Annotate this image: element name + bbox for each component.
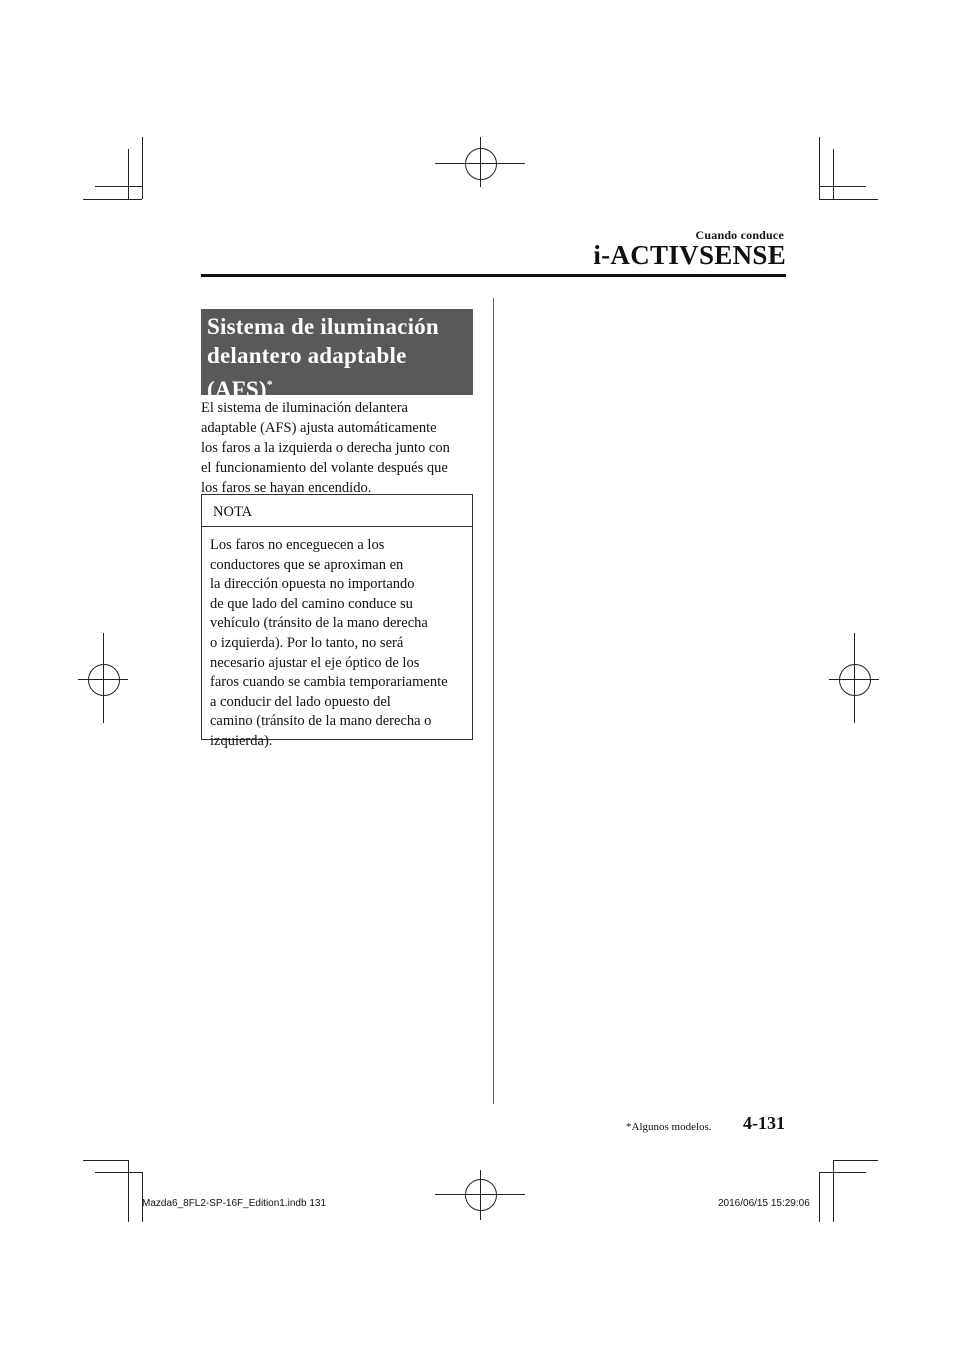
intro-paragraph <box>201 398 481 498</box>
note-line: Los faros no enceguecen a los <box>210 537 385 553</box>
crop-mark <box>819 186 866 187</box>
registration-target <box>88 664 120 696</box>
crop-mark <box>833 149 834 199</box>
note-line: camino (tránsito de la mano derecha o <box>210 713 432 730</box>
running-header-section: Cuando conduce <box>695 228 784 242</box>
paragraph-line: los faros se hayan encendido. <box>201 480 372 496</box>
crop-mark <box>819 199 878 200</box>
registration-target <box>480 1170 481 1220</box>
crop-mark <box>83 1160 128 1161</box>
crop-mark <box>819 1172 866 1173</box>
crop-mark <box>83 199 142 200</box>
paragraph-line: El sistema de iluminación delantera <box>201 400 408 416</box>
optional-equipment-mark: * <box>266 377 273 391</box>
section-title-line: Sistema de iluminación <box>207 314 439 339</box>
note-line: o izquierda). Por lo tanto, no será <box>210 634 404 651</box>
section-title-text: (AFS) <box>207 377 267 402</box>
note-line: izquierda). <box>210 732 273 749</box>
registration-target <box>480 137 481 187</box>
note-line: faros cuando se cambia temporariamente <box>210 674 448 691</box>
registration-target <box>103 633 104 723</box>
registration-target <box>465 1179 497 1211</box>
crop-mark <box>833 1160 878 1161</box>
crop-mark <box>95 186 142 187</box>
crop-mark <box>819 1172 820 1222</box>
footnote: *Algunos modelos. <box>626 1121 712 1133</box>
section-title-line: delantero adaptable <box>207 343 407 368</box>
paragraph-line: los faros a la izquierda o derecha junto con <box>201 440 450 456</box>
note-line: de que lado del camino conduce su <box>210 595 413 612</box>
crop-mark <box>142 137 143 199</box>
note-line: necesario ajustar el eje óptico de los <box>210 654 420 671</box>
running-header-title: i-ACTIVSENSE <box>593 240 786 270</box>
note-line: la dirección opuesta no importando <box>210 576 415 593</box>
page-number: 4-131 <box>743 1113 785 1133</box>
crop-mark <box>128 149 129 199</box>
note-body <box>202 527 472 752</box>
print-file-info: Mazda6_8FL2-SP-16F_Edition1.indb 131 <box>142 1198 327 1209</box>
note-line: conductores que se aproximan en <box>210 556 404 573</box>
crop-mark <box>142 1172 143 1222</box>
header-rule <box>201 274 786 277</box>
column-divider <box>493 298 494 1104</box>
note-line: vehículo (tránsito de la mano derecha <box>210 615 428 632</box>
section-title-box <box>201 309 473 402</box>
note-label: NOTA <box>202 495 472 527</box>
crop-mark <box>819 137 820 199</box>
registration-target <box>839 664 871 696</box>
registration-target <box>854 633 855 723</box>
paragraph-line: adaptable (AFS) ajusta automáticamente <box>201 420 437 436</box>
note-box <box>201 494 473 749</box>
crop-mark <box>833 1160 834 1222</box>
crop-mark <box>128 1160 129 1222</box>
registration-target <box>465 148 497 180</box>
print-timestamp: 2016/06/15 15:29:06 <box>718 1198 810 1209</box>
note-line: a conducir del lado opuesto del <box>210 693 391 710</box>
paragraph-line: el funcionamiento del volante después que <box>201 460 448 476</box>
crop-mark <box>95 1172 142 1173</box>
